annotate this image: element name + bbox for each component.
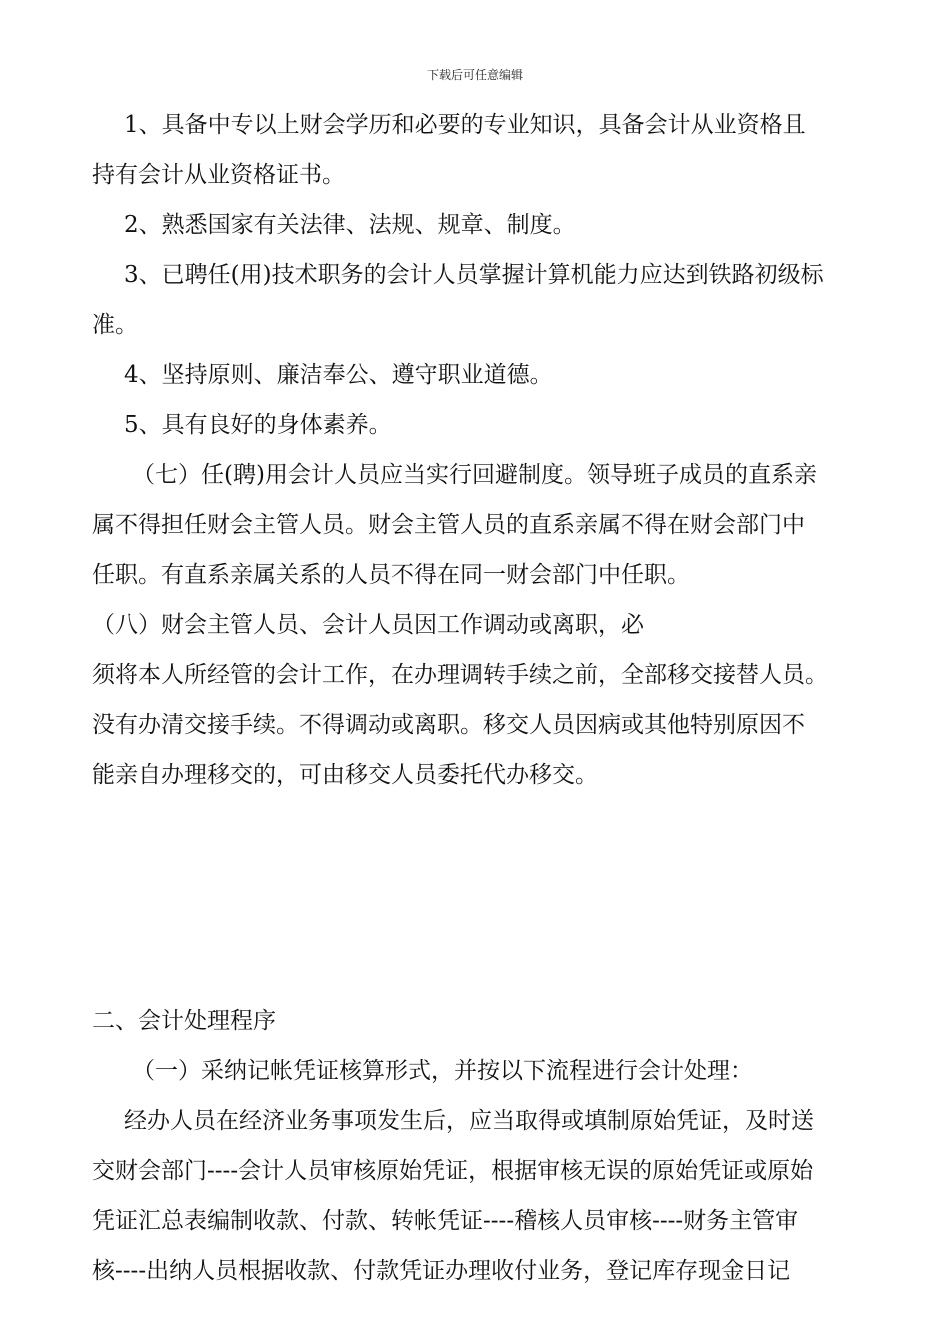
text-line: 须将本人所经管的会计工作，在办理调转手续之前，全部移交接替人员。 bbox=[92, 662, 828, 688]
text-line: （一）采纳记帐凭证核算形式，并按以下流程进行会计处理： bbox=[132, 1058, 753, 1084]
text-line: 能亲自办理移交的，可由移交人员委托代办移交。 bbox=[92, 762, 598, 788]
text-line: 交财会部门----会计人员审核原始凭证，根据审核无误的原始凭证或原始 bbox=[92, 1158, 814, 1184]
section-spacer bbox=[92, 800, 907, 996]
text-line: 任职。有直系亲属关系的人员不得在同一财会部门中任职。 bbox=[92, 562, 690, 588]
text-line: 核----出纳人员根据收款、付款凭证办理收付业务，登记库存现金日记 bbox=[92, 1258, 791, 1284]
page-header-note: 下载后可任意编辑 bbox=[426, 68, 523, 82]
text-line: 经办人员在经济业务事项发生后，应当取得或填制原始凭证，及时送 bbox=[124, 1108, 814, 1134]
section-heading: 二、会计处理程序 bbox=[92, 1008, 276, 1034]
text-line: 1、具备中专以上财会学历和必要的专业知识，具备会计从业资格且 bbox=[124, 112, 806, 138]
text-line: 凭证汇总表编制收款、付款、转帐凭证----稽核人员审核----财务主管审 bbox=[92, 1208, 799, 1234]
text-line: 准。 bbox=[92, 312, 138, 338]
text-line: （七）任(聘)用会计人员应当实行回避制度。领导班子成员的直系亲 bbox=[132, 462, 817, 488]
text-line: 4、坚持原则、廉洁奉公、遵守职业道德。 bbox=[124, 362, 553, 388]
text-line: 没有办清交接手续。不得调动或离职。移交人员因病或其他特别原因不 bbox=[92, 712, 805, 738]
text-line: 5、具有良好的身体素养。 bbox=[124, 412, 392, 438]
text-line: 属不得担任财会主管人员。财会主管人员的直系亲属不得在财会部门中 bbox=[92, 512, 805, 538]
document-body bbox=[92, 100, 907, 1296]
text-line: 持有会计从业资格证书。 bbox=[92, 162, 345, 188]
text-line: 2、熟悉国家有关法律、法规、规章、制度。 bbox=[124, 212, 576, 238]
text-line: 3、已聘任(用)技术职务的会计人员掌握计算机能力应达到铁路初级标 bbox=[124, 262, 824, 288]
text-line: （八）财会主管人员、会计人员因工作调动或离职，必 bbox=[92, 612, 644, 638]
